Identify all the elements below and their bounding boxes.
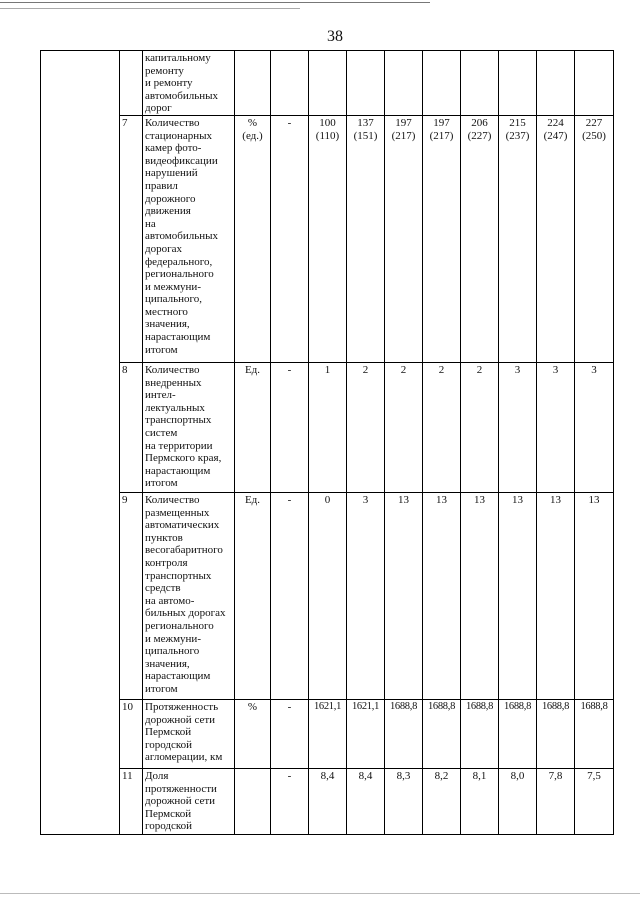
value-cell: 1688,8 xyxy=(385,699,423,768)
unit-cell xyxy=(235,51,271,116)
left-merged-cell xyxy=(41,51,120,835)
value-cell: 3 xyxy=(575,362,614,492)
table-body xyxy=(41,51,614,835)
value-cell: 1621,1 xyxy=(347,699,385,768)
unit-cell: % xyxy=(235,699,271,768)
value-cell: 137 (151) xyxy=(347,115,385,362)
value-cell: 0 xyxy=(309,492,347,699)
table-row xyxy=(41,115,614,362)
indicator-name: Протяженность дорожной сети Пермской городской агломерации, км xyxy=(143,699,235,768)
base-cell: - xyxy=(271,362,309,492)
value-cell: 13 xyxy=(423,492,461,699)
value-cell: 2 xyxy=(461,362,499,492)
value-cell: 7,8 xyxy=(537,768,575,834)
indicator-name: капитальному ремонту и ремонту автомобильных дорог xyxy=(143,51,235,116)
value-cell xyxy=(423,51,461,116)
value-cell: 100 (110) xyxy=(309,115,347,362)
value-cell xyxy=(309,51,347,116)
value-cell: 1688,8 xyxy=(575,699,614,768)
value-cell: 1621,1 xyxy=(309,699,347,768)
row-number: 10 xyxy=(120,699,143,768)
row-number: 7 xyxy=(120,115,143,362)
row-number xyxy=(120,51,143,116)
value-cell xyxy=(385,51,423,116)
value-cell xyxy=(499,51,537,116)
value-cell: 1688,8 xyxy=(423,699,461,768)
value-cell: 13 xyxy=(461,492,499,699)
row-number: 11 xyxy=(120,768,143,834)
scan-edge-line xyxy=(0,8,300,9)
base-cell: - xyxy=(271,115,309,362)
value-cell: 224 (247) xyxy=(537,115,575,362)
indicator-name: Количество внедренных интел- лектуальных транспортных систем на территории Пермского края, нарастающим итогом xyxy=(143,362,235,492)
unit-cell: % (ед.) xyxy=(235,115,271,362)
unit-cell xyxy=(235,768,271,834)
value-cell: 8,3 xyxy=(385,768,423,834)
value-cell: 13 xyxy=(537,492,575,699)
value-cell: 215 (237) xyxy=(499,115,537,362)
value-cell: 2 xyxy=(385,362,423,492)
value-cell xyxy=(347,51,385,116)
value-cell: 7,5 xyxy=(575,768,614,834)
indicator-name: Количество стационарных камер фото- видеофиксации нарушений правил дорожного движения на автомобильных дорогах федерального, регионального и межмуни- ципального, местного значения, нарастающим итогом xyxy=(143,115,235,362)
table-row xyxy=(41,51,614,116)
value-cell: 8,0 xyxy=(499,768,537,834)
table-row xyxy=(41,362,614,492)
base-cell: - xyxy=(271,768,309,834)
table-row xyxy=(41,492,614,699)
value-cell: 3 xyxy=(537,362,575,492)
value-cell: 1688,8 xyxy=(537,699,575,768)
value-cell: 3 xyxy=(499,362,537,492)
value-cell: 197 (217) xyxy=(423,115,461,362)
value-cell: 3 xyxy=(347,492,385,699)
value-cell: 8,4 xyxy=(309,768,347,834)
value-cell: 1 xyxy=(309,362,347,492)
base-cell: - xyxy=(271,492,309,699)
row-number: 9 xyxy=(120,492,143,699)
unit-cell: Ед. xyxy=(235,362,271,492)
value-cell: 206 (227) xyxy=(461,115,499,362)
indicator-name: Количество размещенных автоматических пунктов весогабаритного контроля транспортных средств на автомо- бильных дорогах регионального и межмуни- ципального значения, нарастающим итогом xyxy=(143,492,235,699)
value-cell: 1688,8 xyxy=(461,699,499,768)
value-cell: 2 xyxy=(347,362,385,492)
table-row xyxy=(41,699,614,768)
value-cell: 1688,8 xyxy=(499,699,537,768)
value-cell: 8,1 xyxy=(461,768,499,834)
indicators-table xyxy=(40,50,614,835)
row-number: 8 xyxy=(120,362,143,492)
scan-edge-line xyxy=(0,893,640,894)
value-cell: 8,4 xyxy=(347,768,385,834)
base-cell: - xyxy=(271,699,309,768)
value-cell: 227 (250) xyxy=(575,115,614,362)
value-cell xyxy=(575,51,614,116)
value-cell xyxy=(537,51,575,116)
value-cell: 197 (217) xyxy=(385,115,423,362)
base-cell xyxy=(271,51,309,116)
unit-cell: Ед. xyxy=(235,492,271,699)
value-cell: 13 xyxy=(385,492,423,699)
scan-edge-line xyxy=(0,2,430,3)
value-cell: 13 xyxy=(499,492,537,699)
value-cell: 2 xyxy=(423,362,461,492)
page-number: 38 xyxy=(327,28,343,45)
indicator-name: Доля протяженности дорожной сети Пермской городской xyxy=(143,768,235,834)
value-cell xyxy=(461,51,499,116)
value-cell: 8,2 xyxy=(423,768,461,834)
value-cell: 13 xyxy=(575,492,614,699)
table-row xyxy=(41,768,614,834)
